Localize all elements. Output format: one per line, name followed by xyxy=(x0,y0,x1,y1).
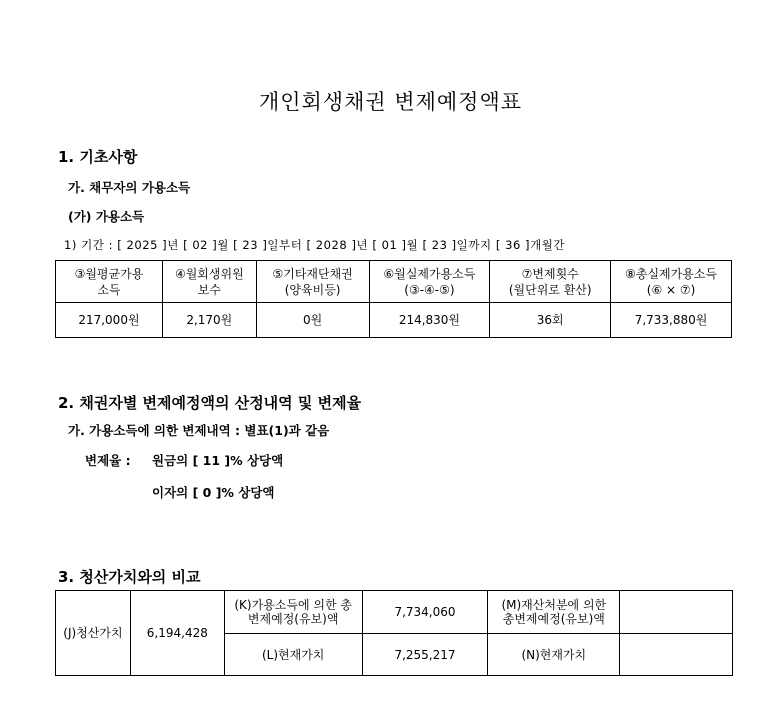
section3-heading: 3. 청산가치와의 비교 xyxy=(58,568,201,586)
header-cell-commissioner-fee xyxy=(162,261,256,303)
header-cell-actual-income xyxy=(369,261,490,303)
header-line: ⑦변제횟수 xyxy=(521,266,579,281)
principal-rate: 원금의 [ 11 ]% 상당액 xyxy=(152,453,284,468)
header-cell-other-claims xyxy=(256,261,369,303)
header-line: (③-④-⑤) xyxy=(404,282,455,297)
value-actual-income: 214,830원 xyxy=(369,303,490,338)
m-label-cell xyxy=(488,591,620,634)
section1-sub-a1: (가) 가용소득 xyxy=(68,209,145,224)
header-line: (월단위로 환산) xyxy=(508,282,592,297)
liquidation-row-1 xyxy=(56,591,733,634)
document-title: 개인회생채권 변제예정액표 xyxy=(258,90,523,114)
value-commissioner-fee: 2,170원 xyxy=(162,303,256,338)
header-line: 소득 xyxy=(97,282,121,297)
header-line: (⑥ × ⑦) xyxy=(646,282,696,297)
header-cell-avg-income xyxy=(56,261,163,303)
rate-label: 변제율 : xyxy=(85,453,131,468)
header-line: ⑤기타재단채권 xyxy=(272,266,353,281)
liquidation-value: 6,194,428 xyxy=(130,591,224,676)
header-cell-total-income xyxy=(611,261,732,303)
m-value xyxy=(620,591,733,634)
n-label: (N)현재가치 xyxy=(488,634,620,676)
section1-heading: 1. 기초사항 xyxy=(58,148,138,166)
header-line: 보수 xyxy=(197,282,221,297)
header-line: ⑥월실제가용소득 xyxy=(383,266,476,281)
interest-rate: 이자의 [ 0 ]% 상당액 xyxy=(152,485,275,500)
liquidation-value-label: (J)청산가치 xyxy=(56,591,131,676)
value-total-income: 7,733,880원 xyxy=(611,303,732,338)
n-value xyxy=(620,634,733,676)
header-line: ⑧총실제가용소득 xyxy=(625,266,717,281)
header-line: (양육비등) xyxy=(284,282,341,297)
k-label-line: 변제예정(유보)액 xyxy=(247,612,339,626)
value-avg-income: 217,000원 xyxy=(56,303,163,338)
l-value: 7,255,217 xyxy=(362,634,488,676)
m-label-line: 총변제예정(유보)액 xyxy=(502,612,605,626)
section1-sub-a: 가. 채무자의 가용소득 xyxy=(68,180,191,195)
header-line: ④월회생위원 xyxy=(174,266,244,281)
k-label-cell xyxy=(224,591,362,634)
m-label-line: (M)재산처분에 의한 xyxy=(501,598,607,612)
liquidation-table xyxy=(55,590,733,676)
income-table-header-row xyxy=(56,261,732,303)
section2-heading: 2. 채권자별 변제예정액의 산정내역 및 변제율 xyxy=(58,394,362,412)
k-value: 7,734,060 xyxy=(362,591,488,634)
l-label: (L)현재가치 xyxy=(224,634,362,676)
income-table xyxy=(55,260,732,338)
income-table-value-row xyxy=(56,303,732,338)
section2-sub-a: 가. 가용소득에 의한 변제내역 : 별표(1)과 같음 xyxy=(68,423,330,438)
header-line: ③월평균가용 xyxy=(74,266,144,281)
value-repayment-count: 36회 xyxy=(490,303,611,338)
period-line: 1) 기간 : [ 2025 ]년 [ 02 ]월 [ 23 ]일부터 [ 2028 ]년 [ 01 ]월 [ 23 ]일까지 [ 36 ]개월간 xyxy=(64,238,566,252)
k-label-line: (K)가용소득에 의한 총 xyxy=(234,598,352,612)
header-cell-repayment-count xyxy=(490,261,611,303)
value-other-claims: 0원 xyxy=(256,303,369,338)
